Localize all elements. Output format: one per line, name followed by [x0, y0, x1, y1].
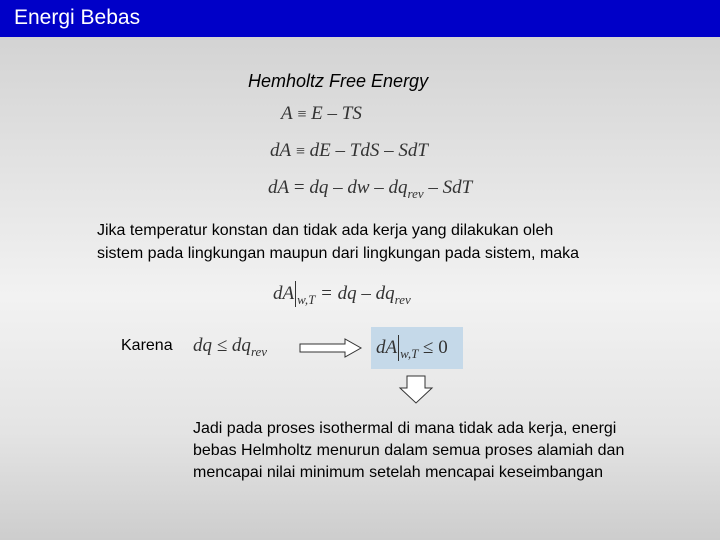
- eq4-evaluation-bar: [295, 281, 296, 307]
- karena-label: Karena: [121, 337, 173, 354]
- result-evaluation-bar: [398, 335, 399, 361]
- result-eq-subscript: w,T: [400, 346, 419, 361]
- paragraph-condition-line1: Jika temperatur konstan dan tidak ada kerja yang dilakukan oleh: [97, 222, 554, 239]
- equation-expanded: [268, 177, 472, 205]
- slide-title: Energi Bebas: [14, 6, 141, 29]
- karena-eq-subscript: rev: [250, 344, 268, 359]
- eq1-rhs: E – TS: [311, 103, 362, 124]
- eq2-lhs: dA: [270, 140, 292, 161]
- section-subtitle: Hemholtz Free Energy: [248, 71, 429, 91]
- eq3-rhs-b: – SdT: [423, 177, 473, 198]
- paragraph-condition-line2: sistem pada lingkungan maupun dari lingkungan pada sistem, maka: [97, 245, 580, 262]
- equation-constant-wt: [273, 281, 411, 311]
- right-arrow-icon: [299, 338, 363, 358]
- eq3-rhs-a: dq – dw – dq: [309, 177, 408, 198]
- eq3-lhs: dA: [268, 177, 290, 198]
- eq3-rhs-subscript: rev: [407, 186, 424, 201]
- conclusion-line2: bebas Helmholtz menurun dalam semua proses alamiah dan: [193, 442, 625, 459]
- karena-eq-lhs: dq ≤ dq: [193, 335, 251, 356]
- equation-result: [376, 335, 448, 365]
- eq1-equals-sign: ≡: [297, 106, 307, 123]
- eq2-rhs: dE – TdS – SdT: [309, 140, 428, 161]
- equation-helmholtz-definition: [281, 103, 362, 126]
- equation-differential: [270, 140, 428, 163]
- conclusion-line1: Jadi pada proses isothermal di mana tidak ada kerja, energi: [193, 420, 617, 437]
- eq4-rhs-subscript: rev: [394, 292, 411, 307]
- result-eq-rhs: ≤ 0: [423, 337, 448, 358]
- eq4-lhs-subscript: w,T: [297, 292, 316, 307]
- conclusion-line3: mencapai nilai minimum setelah mencapai keseimbangan: [193, 464, 603, 481]
- eq1-lhs: A: [281, 103, 293, 124]
- eq4-lhs: dA: [273, 283, 295, 304]
- result-eq-lhs: dA: [376, 337, 398, 358]
- eq3-equals-sign: =: [293, 177, 310, 198]
- equation-karena: [193, 335, 267, 363]
- eq4-rhs: = dq – dq: [320, 283, 395, 304]
- eq2-equals-sign: ≡: [295, 143, 305, 160]
- down-arrow-icon: [398, 375, 434, 405]
- title-bar: [0, 0, 720, 37]
